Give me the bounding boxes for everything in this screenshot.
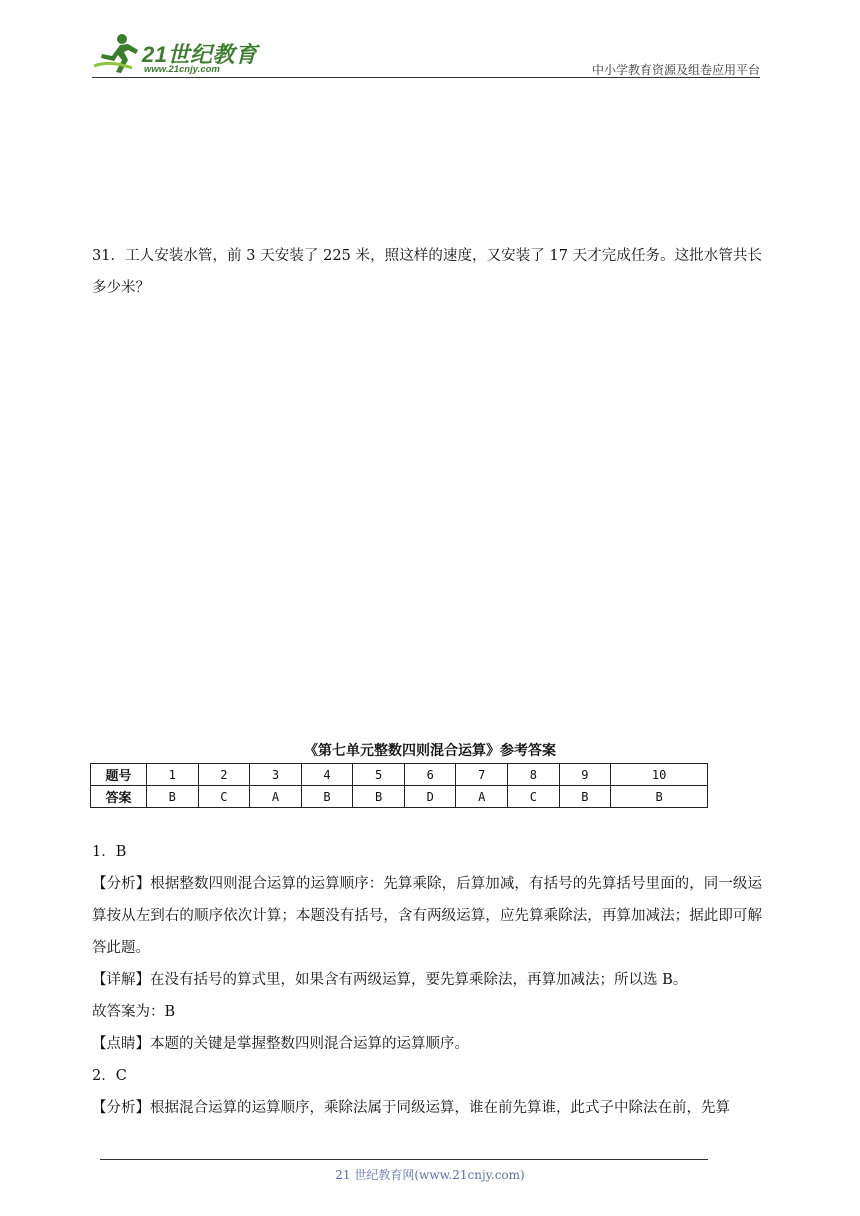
table-cell: 8 bbox=[508, 764, 560, 786]
footer-link[interactable]: 21 世纪教育网(www.21cnjy.com) bbox=[335, 1168, 525, 1182]
row-label-number: 题号 bbox=[91, 764, 147, 786]
table-cell: 3 bbox=[250, 764, 302, 786]
table-cell: B bbox=[301, 786, 353, 808]
solution-1-answer: 故答案为：B bbox=[92, 1004, 176, 1020]
table-row-numbers bbox=[91, 764, 708, 786]
table-cell: 2 bbox=[198, 764, 250, 786]
solution-1-heading: 1．B bbox=[92, 844, 127, 860]
question-31: 31．工人安装水管，前 3 天安装了 225 米，照这样的速度，又安装了 17 天才完成任务。这批水管共长多少米？ bbox=[92, 248, 762, 296]
table-cell: B bbox=[559, 786, 611, 808]
table-cell: C bbox=[508, 786, 560, 808]
header-tagline: 中小学教育资源及组卷应用平台 bbox=[591, 63, 760, 77]
logo-text: 21世纪教育 bbox=[142, 42, 258, 67]
table-cell: 1 bbox=[147, 764, 199, 786]
table-cell: B bbox=[147, 786, 199, 808]
row-label-answer: 答案 bbox=[91, 786, 147, 808]
solution-1-comment: 【点睛】本题的关键是掌握整数四则混合运算的运算顺序。 bbox=[92, 1036, 469, 1052]
table-cell: 6 bbox=[404, 764, 456, 786]
solution-2-heading: 2．C bbox=[92, 1068, 127, 1084]
running-man-icon bbox=[92, 30, 140, 76]
page-header bbox=[92, 30, 760, 78]
table-cell: A bbox=[250, 786, 302, 808]
site-logo[interactable] bbox=[92, 30, 272, 78]
table-cell: 4 bbox=[301, 764, 353, 786]
answer-key-table bbox=[90, 763, 708, 808]
table-cell: D bbox=[404, 786, 456, 808]
header-divider bbox=[92, 77, 760, 78]
logo-url: www.21cnjy.com bbox=[144, 64, 220, 75]
answer-key-title: 《第七单元整数四则混合运算》参考答案 bbox=[304, 743, 556, 759]
table-cell: C bbox=[198, 786, 250, 808]
solution-2-analysis: 【分析】根据混合运算的运算顺序，乘除法属于同级运算，谁在前先算谁，此式子中除法在前，先算 bbox=[92, 1100, 730, 1116]
table-row-answers bbox=[91, 786, 708, 808]
solutions-section bbox=[92, 836, 762, 1124]
table-cell: 5 bbox=[353, 764, 405, 786]
solution-1-detail: 【详解】在没有括号的算式里，如果含有两级运算，要先算乘除法，再算加减法；所以选 B。 bbox=[92, 972, 688, 988]
table-cell: A bbox=[456, 786, 508, 808]
table-cell: 9 bbox=[559, 764, 611, 786]
solution-1-analysis: 【分析】根据整数四则混合运算的运算顺序：先算乘除，后算加减，有括号的先算括号里面的，同一级运算按从左到右的顺序依次计算；本题没有括号，含有两级运算，应先算乘除法，再算加减法；据此即可解答此题。 bbox=[92, 876, 762, 956]
footer-divider bbox=[100, 1159, 708, 1160]
table-cell: 10 bbox=[611, 764, 708, 786]
table-cell: B bbox=[611, 786, 708, 808]
table-cell: 7 bbox=[456, 764, 508, 786]
table-cell: B bbox=[353, 786, 405, 808]
